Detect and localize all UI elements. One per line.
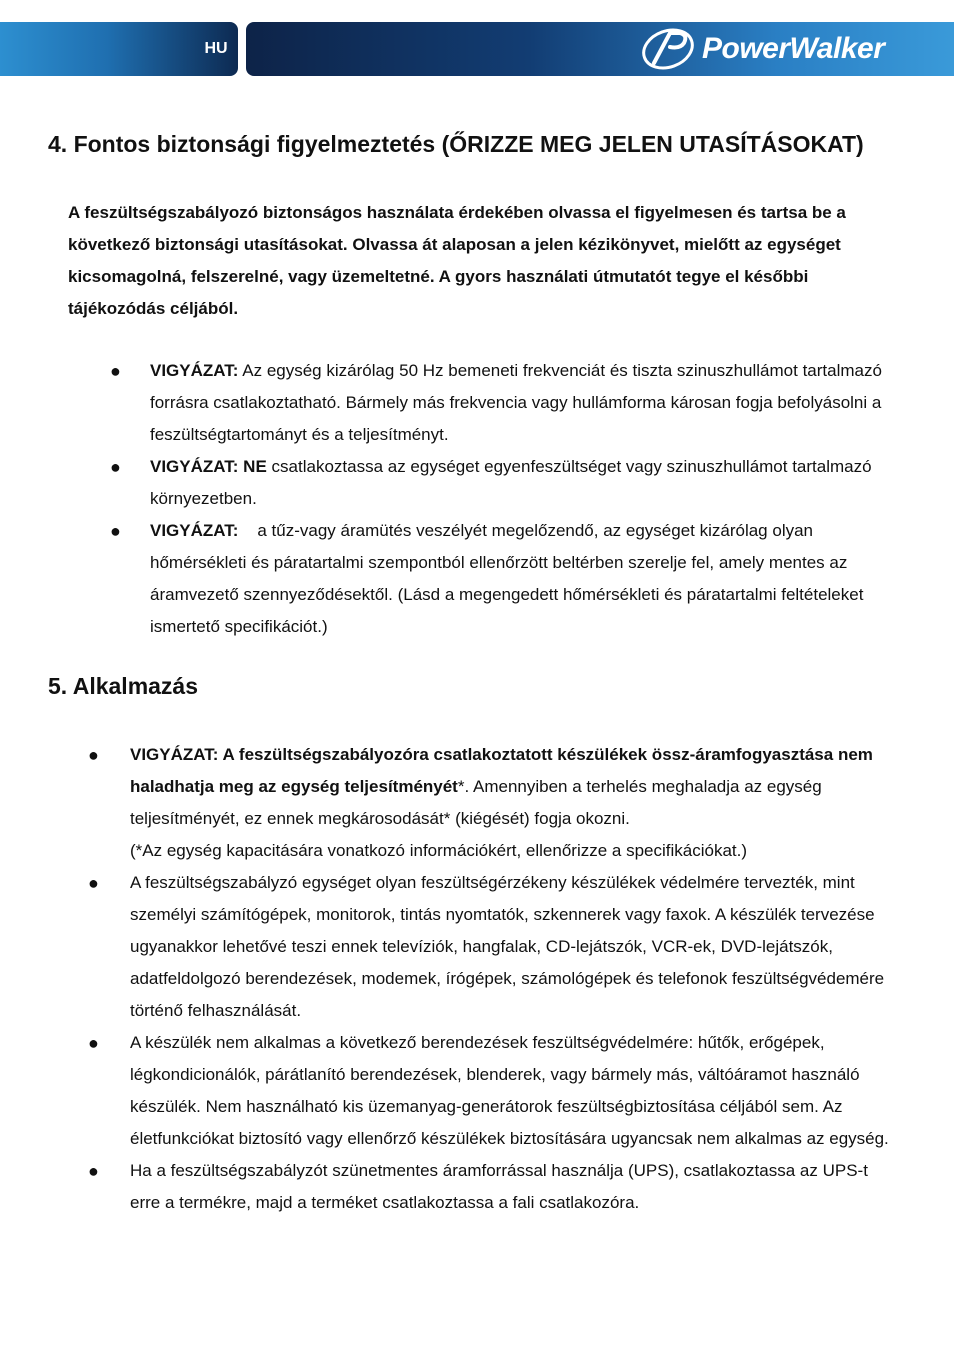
item-label: VIGYÁZAT: (150, 521, 239, 540)
list-item (110, 451, 890, 515)
item-text: *. Amennyiben a terhelés meghaladja az egység teljesítményét, ez ennek megkárosodását* (kiégését) fogja okozni. (130, 777, 822, 828)
list-item (88, 1027, 890, 1155)
powerwalker-logo-icon (640, 27, 696, 71)
bullet-icon: ● (88, 1161, 99, 1181)
warning-list (110, 355, 890, 643)
section-5-title: 5. Alkalmazás (48, 673, 199, 699)
item-label: VIGYÁZAT: NE (150, 457, 267, 476)
list-item (88, 867, 890, 1027)
list-item (88, 739, 890, 867)
section-4-intro: A feszültségszabályozó biztonságos használata érdekében olvassa el figyelmesen és tartsa be a következő biztonsági utasításokat. Olvassa át alaposan a jelen kézikönyvet, mielőtt az egységet kicsomagolná, felszerelné, vagy üzemeltetné. A gyors használati útmutatót tegye el későbbi tájékozódás céljából. (68, 203, 846, 318)
item-label: VIGYÁZAT: (150, 361, 239, 380)
item-text: A feszültségszabályzó egységet olyan feszültségérzékeny készülékek védelmére tervezték, mint személyi számítógépek, monitorok, tintás nyomtatók, szkennerek vagy faxok. A készülék tervezése ugyanakkor lehetővé teszi ennek televíziók, hangfalak, CD-lejátszók, VCR-ek, DVD-lejátszók, adatfeldolgozó berendezések, modemek, írógépek, számológépek és telefonok feszültségvédemére történő felhasználását. (130, 873, 885, 1020)
bullet-icon: ● (88, 873, 99, 893)
item-text: Ha a feszültségszabályzót szünetmentes áramforrással használja (UPS), csatlakoztassa az UPS-t erre a termékre, majd a terméket csatlakoztassa a fali csatlakozóra. (130, 1161, 868, 1212)
brand-logo (640, 26, 940, 72)
language-tag: HU (204, 40, 228, 57)
item-text: Az egység kizárólag 50 Hz bemeneti frekvenciát és tiszta szinuszhullámot tartalmazó forrásra csatlakoztatható. Bármely más frekvencia vagy hullámforma károsan fogja befolyásolni a feszültségtartományt és a teljesítményt. (150, 361, 882, 444)
item-note: (*Az egység kapacitására vonatkozó információkért, ellenőrizze a specifikációkat.) (130, 841, 748, 860)
application-list (88, 739, 890, 1219)
bullet-icon: ● (88, 745, 99, 765)
item-text: a tűz-vagy áramütés veszélyét megelőzendő, az egységet kizárólag olyan hőmérsékleti és páratartalmi szempontból ellenőrzött beltérben szerelje fel, amely mentes az áramvezető szennyeződésektől. (Lásd a megengedett hőmérsékleti és páratartalmi feltételeket ismertető specifikációt.) (150, 521, 869, 636)
bullet-icon: ● (110, 521, 121, 541)
section-4-title: 4. Fontos biztonsági figyelmeztetés (ŐRIZZE MEG JELEN UTASÍTÁSOKAT) (48, 131, 864, 157)
brand-name: PowerWalker (702, 32, 885, 65)
item-text: csatlakoztassa az egységet egyenfeszültséget vagy szinuszhullámot tartalmazó környezetben. (150, 457, 872, 508)
bullet-icon: ● (110, 361, 121, 381)
list-item (110, 355, 890, 451)
bullet-icon: ● (110, 457, 121, 477)
list-item (110, 515, 890, 643)
bullet-icon: ● (88, 1033, 99, 1053)
item-text: A készülék nem alkalmas a következő berendezések feszültségvédelmére: hűtők, erőgépek, légkondicionálók, párátlanító berendezések, blenderek, vagy bármely más, váltóáramot használó készülék. Nem használható kis üzemanyag-generátorok feszültségbiztosítása céljából sem. Az életfunkciókat biztosító vagy ellenőrző készülékek biztosítására ugyancsak nem alkalmas az egység. (130, 1033, 889, 1148)
list-item (88, 1155, 890, 1219)
item-label: VIGYÁZAT: A feszültségszabályozóra csatlakoztatott készülékek össz-áramfogyasztása nem haladhatja meg az egység teljesítményét (130, 745, 873, 796)
